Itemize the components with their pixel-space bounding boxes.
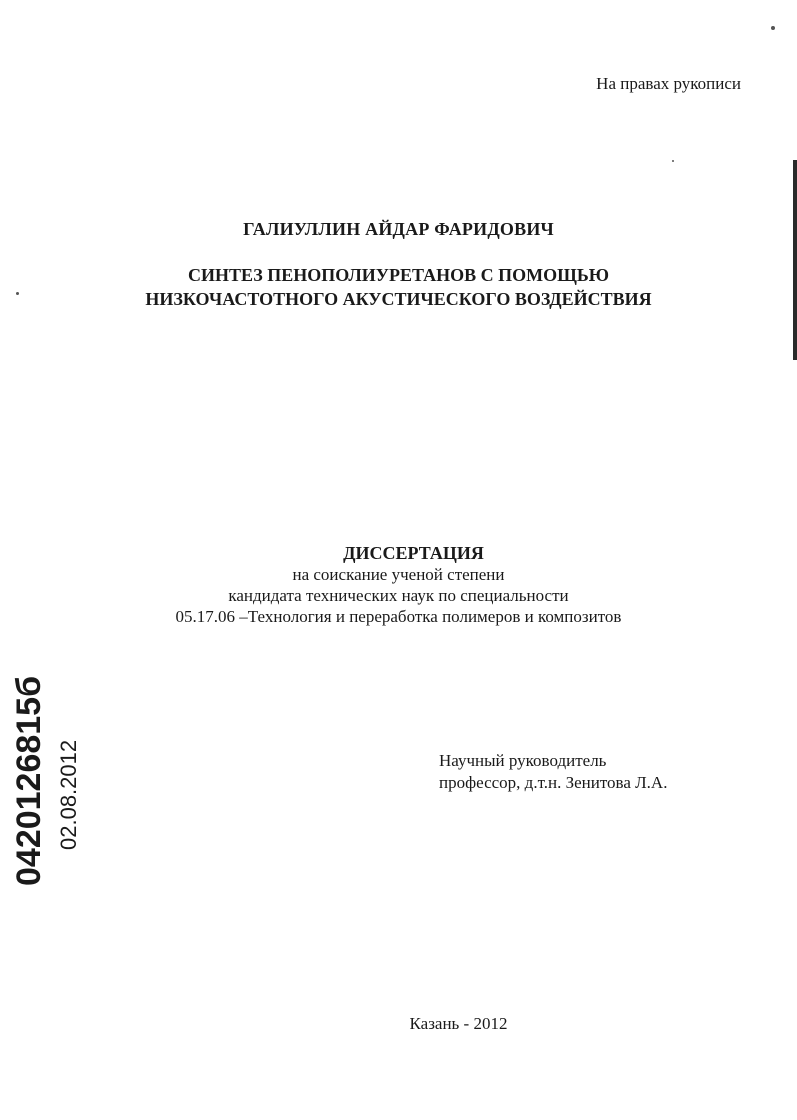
rights-note: На правах рукописи — [596, 74, 741, 93]
degree-block — [0, 543, 797, 627]
degree-line-3: 05.17.06 –Технология и переработка полимеров и композитов — [175, 607, 622, 626]
degree-heading: ДИССЕРТАЦИЯ — [343, 543, 484, 563]
supervisor-name: профессор, д.т.н. Зенитова Л.А. — [439, 773, 668, 792]
library-stamp-svg — [10, 650, 90, 890]
author-name: ГАЛИУЛЛИН АЙДАР ФАРИДОВИЧ — [243, 219, 554, 239]
supervisor-label: Научный руководитель — [439, 751, 607, 770]
scan-speck — [672, 160, 674, 162]
scan-edge-shadow — [793, 160, 797, 360]
place-and-year: Казань - 2012 — [409, 1014, 508, 1033]
degree-line-2: кандидата технических наук по специальности — [228, 586, 569, 605]
supervisor-block — [439, 750, 667, 794]
stamp-date: 02.08.2012 — [56, 739, 81, 850]
title-line-1: СИНТЕЗ ПЕНОПОЛИУРЕТАНОВ С ПОМОЩЬЮ — [187, 265, 609, 285]
scan-speck — [771, 26, 775, 30]
degree-line-1: на соискание ученой степени — [292, 565, 505, 584]
title-line-2: НИЗКОЧАСТОТНОГО АКУСТИЧЕСКОГО ВОЗДЕЙСТВИЯ — [145, 289, 652, 309]
library-stamp — [10, 650, 90, 890]
stamp-number: 0420126815б — [10, 675, 48, 886]
dissertation-title — [0, 263, 797, 311]
